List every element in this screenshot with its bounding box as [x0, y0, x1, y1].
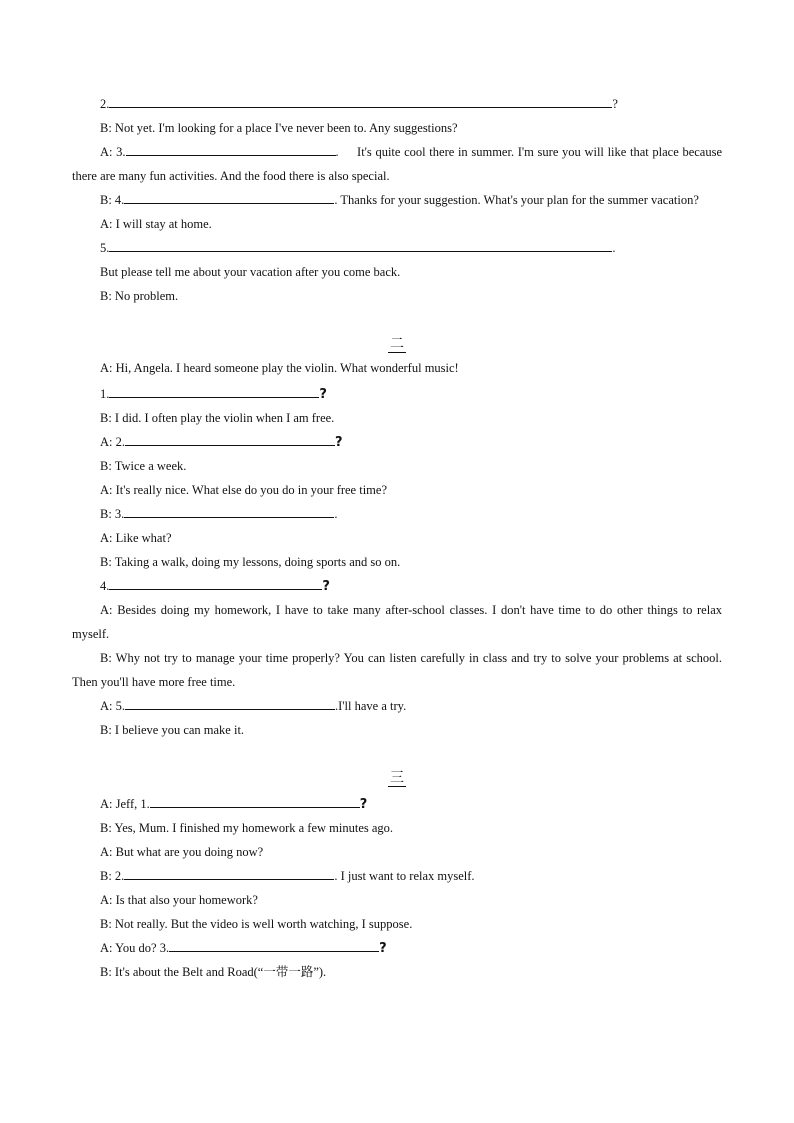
worksheet-page: [72, 92, 722, 984]
line-s2-1: 1. ?: [72, 382, 722, 406]
line-s2-a-besides: A: Besides doing my homework, I have to take many after-school classes. I don't have time to do other things to relax myself.: [72, 603, 722, 641]
line-s1-5: 5. .: [72, 236, 722, 260]
line-s2-b-why: B: Why not try to manage your time properly? You can listen carefully in class and try to solve your problems at school. Then you'll have more free time.: [72, 651, 722, 689]
line-s2-b-did: B: I did. I often play the violin when I am free.: [100, 411, 335, 425]
answer-blank-s2-1[interactable]: [109, 384, 319, 398]
section-heading-3: 三: [390, 770, 404, 786]
line-s3-a-but: A: But what are you doing now?: [100, 845, 264, 859]
line-s1-but: But please tell me about your vacation after you come back.: [100, 265, 401, 279]
item-number: 2.: [100, 97, 110, 111]
section-heading-2: 二: [390, 336, 404, 352]
line-s2-a2: A: 2. ?: [72, 430, 722, 454]
answer-blank-s2-4[interactable]: [109, 576, 322, 590]
line-s1-a3: A: 3. . It's quite cool there in summer. I'm sure you will like that place because there are many fun activities. And the food there is also special.: [72, 140, 722, 188]
answer-blank-s1-5[interactable]: [109, 238, 612, 252]
line-s2-a-like: A: Like what?: [100, 531, 172, 545]
answer-blank-s3-1[interactable]: [150, 794, 360, 808]
line-s1-b4: B: 4. . Thanks for your suggestion. What's your plan for the summer vacation?: [72, 188, 722, 212]
line-s2-b3: B: 3. .: [72, 502, 722, 526]
line-s2-b-taking: B: Taking a walk, doing my lessons, doing sports and so on.: [100, 555, 401, 569]
line-s1-b1: B: Not yet. I'm looking for a place I've never been to. Any suggestions?: [100, 121, 458, 135]
line-s2-a5: A: 5. .I'll have a try.: [72, 694, 722, 718]
answer-blank-s3-3[interactable]: [169, 938, 379, 952]
line-s2-b-twice: B: Twice a week.: [100, 459, 187, 473]
line-s3-a-jeff: A: Jeff, 1. ?: [72, 792, 722, 816]
answer-blank-s2-5[interactable]: [125, 696, 335, 710]
line-s2-intro: A: Hi, Angela. I heard someone play the violin. What wonderful music!: [100, 361, 459, 375]
line-s3-b-yes: B: Yes, Mum. I finished my homework a few minutes ago.: [100, 821, 394, 835]
line-s1-b-np: B: No problem.: [100, 289, 179, 303]
line-s3-a3: A: You do? 3. ?: [72, 936, 722, 960]
answer-blank-s2-3[interactable]: [124, 504, 334, 518]
line-s3-a-is: A: Is that also your homework?: [100, 893, 258, 907]
line-s2-4: 4. ?: [72, 574, 722, 598]
line-s3-b2: B: 2. . I just want to relax myself.: [72, 864, 722, 888]
line-s1-2: [72, 92, 722, 116]
item-number: 5.: [100, 241, 110, 255]
answer-blank-s1-4[interactable]: [124, 190, 334, 204]
line-s3-b-belt: B: It's about the Belt and Road(“一带一路”).: [100, 965, 327, 979]
line-s3-b-not: B: Not really. But the video is well worth watching, I suppose.: [100, 917, 413, 931]
answer-blank-s1-3[interactable]: [126, 142, 336, 156]
line-s2-a-nice: A: It's really nice. What else do you do in your free time?: [100, 483, 387, 497]
answer-blank-s3-2[interactable]: [124, 866, 334, 880]
answer-blank-s1-2[interactable]: [109, 94, 612, 108]
question-mark: ?: [612, 97, 618, 111]
line-s1-a-stay: A: I will stay at home.: [100, 217, 212, 231]
line-s2-b-believe: B: I believe you can make it.: [100, 723, 245, 737]
answer-blank-s2-2[interactable]: [125, 432, 335, 446]
